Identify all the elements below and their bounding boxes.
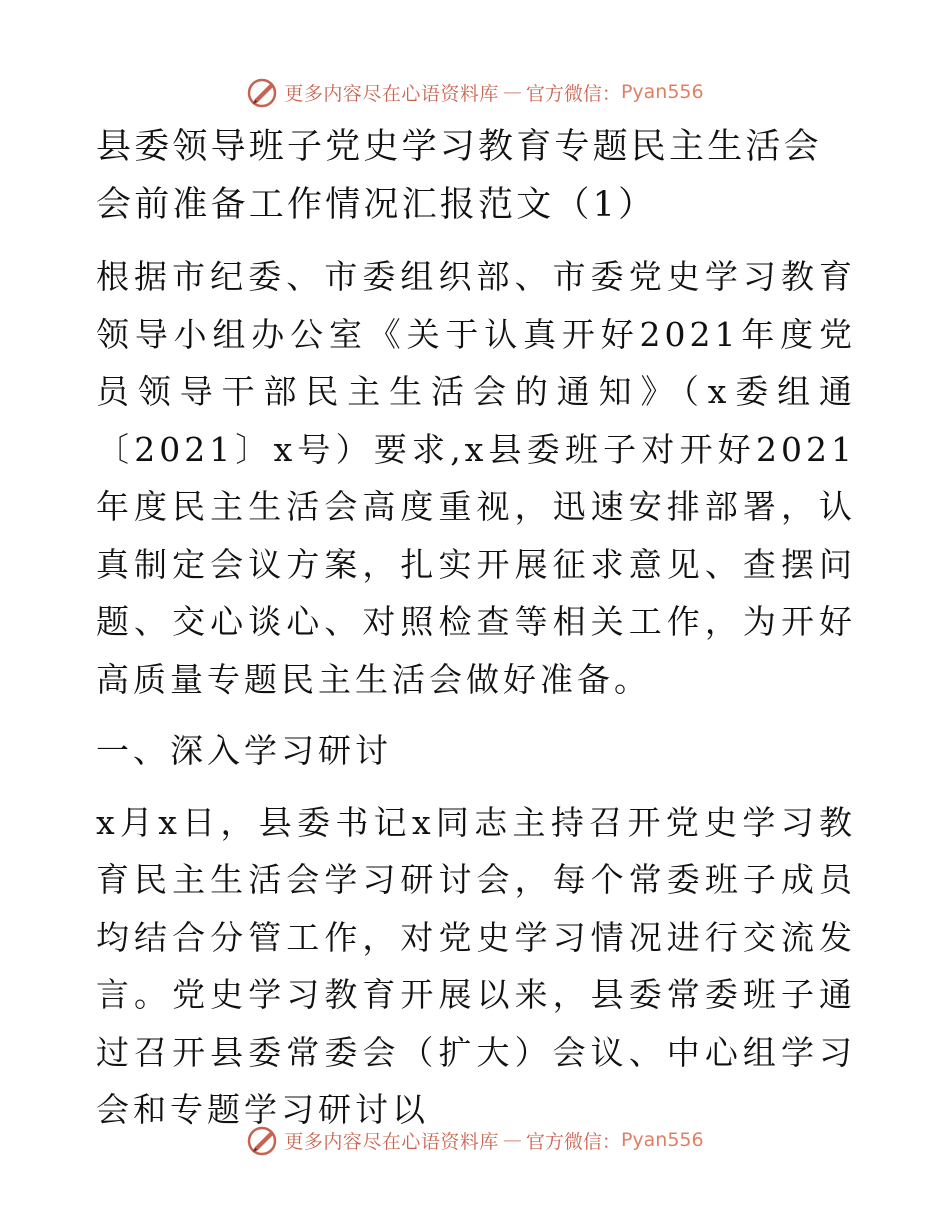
watermark-wechat-id: Pyan556 — [620, 1129, 704, 1151]
watermark-wechat-label: 官方微信： — [525, 1130, 621, 1153]
watermark-top — [0, 72, 950, 112]
section-1-paragraph: x月x日，县委书记x同志主持召开党史学习教育民主生活会学习研讨会，每个常委班子成员均结合分管工作，对党史学习情况进行交流发言。党史学习教育开展以来，县委常委班子通过召开县委常委会（扩大）会议、中心组学习会和专题学习研讨以 — [96, 802, 856, 1129]
watermark-site: 更多内容尽在心语资料库 — [284, 1130, 499, 1153]
watermark-separator: — — [502, 1129, 522, 1151]
document-title: 县委领导班子党史学习教育专题民主生活会会前准备工作情况汇报范文（1） — [96, 127, 822, 225]
section-heading-1: 一、深入学习研讨 — [96, 731, 392, 770]
intro-paragraph: 根据市纪委、市委组织部、市委党史学习教育领导小组办公室《关于认真开好2021年度党员领导干部民主生活会的通知》（x委组通〔2021〕x号）要求,x县委班子对开好2021年度民主生活会高度重视，迅速安排部署，认真制定会议方案，扎实开展征求意见、查摆问题、交心谈心、对照检查等相关工作，为开好高质量专题民主生活会做好准备。 — [96, 257, 856, 699]
pen-logo-icon — [246, 1123, 280, 1157]
watermark-site: 更多内容尽在心语资料库 — [284, 82, 499, 105]
watermark-bottom — [0, 1120, 950, 1160]
watermark-separator: — — [502, 81, 522, 103]
watermark-wechat-id: Pyan556 — [620, 81, 704, 103]
watermark-wechat-label: 官方微信： — [525, 82, 621, 105]
document-content — [96, 118, 856, 1139]
pen-logo-icon — [246, 75, 280, 109]
